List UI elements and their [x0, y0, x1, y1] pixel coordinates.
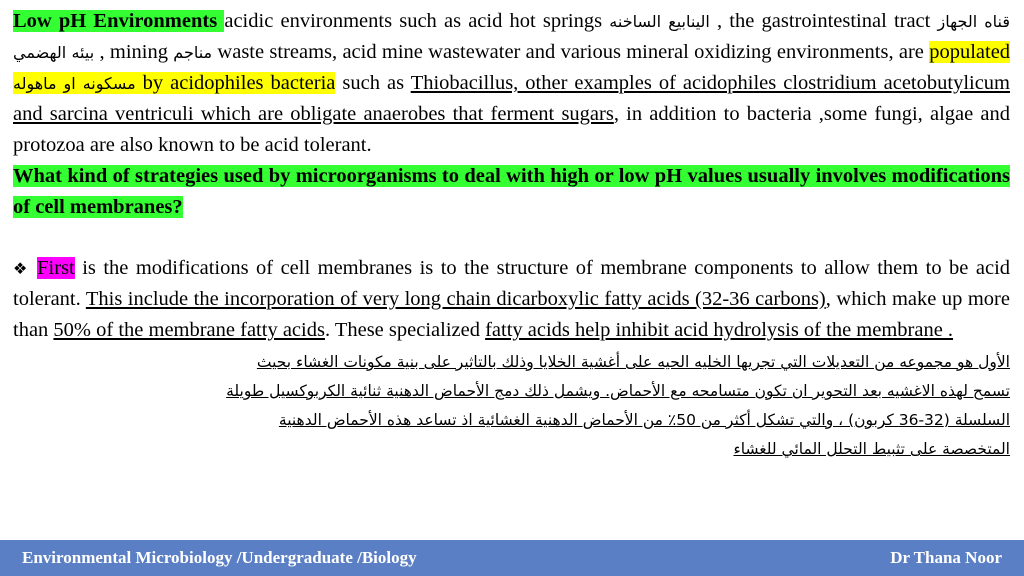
- text: populated: [929, 41, 1011, 63]
- arabic-line: تسمح لهذه الاغشيه بعد التحوير ان تكون متسامحه مع الأحماض. ويشمل ذلك دمج الأحماض الدهنية ثنائية الكربوكسيل طويلة: [226, 382, 1010, 400]
- text: , mining: [99, 41, 168, 63]
- footer-bar: [0, 540, 1024, 576]
- arabic-gloss: قناه الجهاز الهضمي: [13, 12, 1011, 62]
- text: , in addition to bacteria ,some fungi, algae and protozoa are also known to be acid tolerant.: [13, 103, 1010, 156]
- question-text: What kind of strategies used by microorganisms to deal with high or low pH values usually involves modifications of cell membranes?: [13, 165, 1010, 218]
- arabic-line: السلسلة (32-36 كربون) ، والتي تشكل أكثر من 50٪ من الأحماض الدهنية الغشائية اذ تساعد هذه الأحماض الدهنية: [278, 411, 1010, 429]
- arabic-gloss: مسكونه او ماهوله: [13, 74, 136, 93]
- paragraph-low-ph: [13, 6, 1010, 161]
- arabic-gloss: مناجم: [173, 43, 213, 62]
- first-label: First: [37, 257, 75, 279]
- paragraph-first: [13, 253, 1010, 346]
- text: acidic environments such as acid hot springs: [224, 10, 603, 32]
- arabic-translation: [13, 348, 1010, 464]
- heading-low-ph: Low pH Environments: [13, 10, 225, 32]
- text: , which make up more than: [13, 288, 1010, 341]
- underlined-text: 50% of the membrane fatty acids: [53, 319, 325, 341]
- arabic-line: المتخصصة على تثبيط التحلل المائي للغشاء: [733, 440, 1010, 458]
- diamond-bullet-icon: ❖: [13, 259, 30, 278]
- underlined-text: This include the incorporation of very long chain dicarboxylic fatty acids (32-36 carbons): [85, 288, 826, 310]
- underlined-text: Thiobacillus, other examples of acidophiles clostridium acetobutylicum and sarcina ventriculi which are obligate anaerobes that ferment sugars: [13, 72, 1011, 125]
- text: waste streams, acid mine wastewater and various mineral oxidizing environments, are: [217, 41, 924, 63]
- text: is the modifications of cell membranes is to the structure of membrane components to allow them to be acid tolerant.: [13, 257, 1011, 310]
- text: , the gastrointestinal tract: [717, 10, 931, 32]
- text: such as: [342, 72, 405, 94]
- arabic-gloss: الينابيع الساخنه: [609, 12, 710, 31]
- text: by acidophiles bacteria: [142, 72, 336, 94]
- footer-course: Environmental Microbiology /Undergraduate /Biology: [22, 548, 417, 567]
- text: . These specialized: [324, 319, 486, 341]
- arabic-line: الأول هو مجموعه من التعديلات التي تجريها الخليه الحيه على أغشية الخلايا وذلك بالتاثير على بنية مكونات الغشاء بحيث: [256, 353, 1010, 371]
- arabic-gloss: بيئه: [71, 43, 95, 62]
- underlined-text: fatty acids help inhibit acid hydrolysis of the membrane .: [485, 319, 954, 341]
- question: [13, 161, 1010, 223]
- slide-content: [13, 6, 1010, 464]
- footer-author: Dr Thana Noor: [890, 548, 1002, 567]
